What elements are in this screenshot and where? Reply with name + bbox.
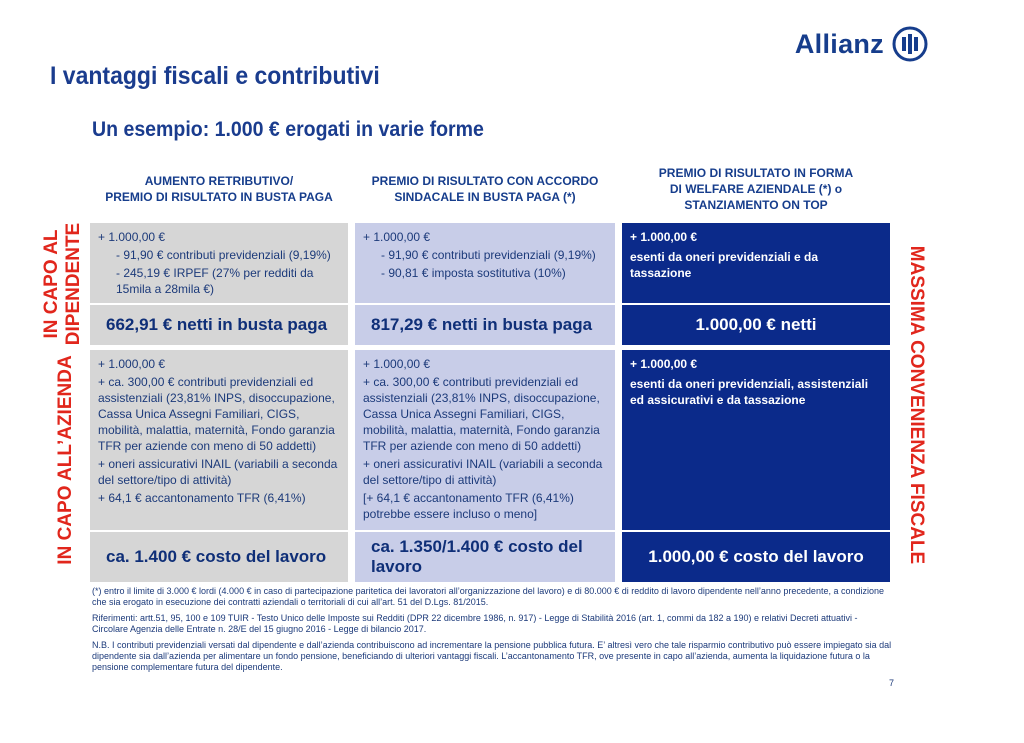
cell-line: + 1.000,00 € [630, 230, 698, 244]
footnote: Riferimenti: artt.51, 95, 100 e 109 TUIR - Testo Unico delle Imposte sui Redditi (DPR 22 dicembre 1986, n. 917) - Legge di Stabilità 2016 (art. 1, commi da 182 a 190) e relativi Decreti attuativi - Circolare Agenzia delle Entrate n. 28/E del 15 giugno 2016 - Legge di bilancio 2017. [92, 613, 858, 634]
total-dipendente-aumento: 662,91 € netti in busta paga [90, 305, 348, 345]
total-azienda-welfare: 1.000,00 € costo del lavoro [622, 532, 890, 582]
subtitle: Un esempio: 1.000 € erogati in varie forme [92, 118, 484, 141]
side-label-massima-convenienza: MASSIMA CONVENIENZA FISCALE [906, 245, 927, 565]
cell-line: - 90,81 € imposta sostitutiva (10%) [381, 266, 566, 280]
page-number: 7 [889, 678, 895, 688]
row-label-dipendente: IN CAPO AL DIPENDENTE [41, 222, 84, 346]
cell-line: - 91,90 € contributi previdenziali (9,19%) [116, 248, 331, 262]
cell-dipendente-premio-accordo [355, 223, 615, 303]
page-title: I vantaggi fiscali e contributivi [50, 62, 380, 90]
cell-line: + 1.000,00 € [98, 230, 166, 244]
cell-line: - 91,90 € contributi previdenziali (9,19%) [381, 248, 596, 262]
cell-line: + oneri assicurativi INAIL (variabili a seconda del settore/tipo di attività) [363, 457, 603, 487]
cell-line: + ca. 300,00 € contributi previdenziali ed assistenziali (23,81% INPS, disoccupazione, Cassa Unica Assegni Familiari, CIGS, mobilità, malattia, maternità, Fondo garanzia TFR per aziende con meno di 50 addetti) [98, 375, 335, 453]
cell-line: + 1.000,00 € [98, 357, 166, 371]
cell-line: + 1.000,00 € [363, 230, 431, 244]
cell-azienda-welfare [622, 350, 890, 530]
cell-line: [+ 64,1 € accantonamento TFR (6,41%) potrebbe essere incluso o meno] [363, 491, 574, 521]
footnotes [92, 586, 892, 678]
cell-line: - 245,19 € IRPEF (27% per redditi da 15mila a 28mila €) [116, 266, 314, 296]
cell-line: + 1.000,00 € [630, 357, 698, 371]
brand [795, 26, 928, 62]
column-header-premio-accordo: PREMIO DI RISULTATO CON ACCORDO SINDACALE IN BUSTA PAGA (*) [371, 174, 599, 204]
total-dipendente-premio-accordo: 817,29 € netti in busta paga [355, 305, 615, 345]
total-azienda-aumento: ca. 1.400 € costo del lavoro [90, 532, 348, 582]
cell-line: + 1.000,00 € [363, 357, 431, 371]
cell-azienda-aumento [90, 350, 348, 530]
cell-dipendente-aumento [90, 223, 348, 303]
footnote: (*) entro il limite di 3.000 € lordi (4.000 € in caso di partecipazione paritetica dei lavoratori all’organizzazione del lavoro) e di 80.000 € di reddito di lavoro dipendente nell’anno precedente, a condizione che sia erogato in esecuzione dei contratti aziendali o territoriali di cui all’art. 51 del D.Lgs. 81/2015. [92, 586, 884, 607]
column-header-aumento: AUMENTO RETRIBUTIVO/ PREMIO DI RISULTATO IN BUSTA PAGA [105, 174, 333, 204]
cell-dipendente-welfare [622, 223, 890, 303]
row-label-azienda: IN CAPO ALL’AZIENDA [55, 355, 76, 565]
footnote: N.B. I contributi previdenziali versati dal dipendente e dall’azienda contribuiscono ad incrementare la pensione pubblica futura. E’ altresì vero che tale risparmio contributivo può essere impiegato sia dal dipendente sia dall’azienda per alimentare un fondo pensione, beneficiando di ulteriori vantaggi fiscali. L’accantonamento TFR, ove presente in capo all’azienda, aumenta la liquidazione futura o la pensione complementare futura del dipendente. [92, 640, 892, 672]
cell-line: esenti da oneri previdenziali, assistenziali ed assicurativi e da tassazione [630, 377, 869, 407]
total-azienda-premio-accordo: ca. 1.350/1.400 € costo del lavoro [355, 532, 615, 582]
column-header-premio-welfare: PREMIO DI RISULTATO IN FORMA DI WELFARE AZIENDALE (*) o STANZIAMENTO ON TOP [658, 166, 854, 212]
cell-line: + oneri assicurativi INAIL (variabili a seconda del settore/tipo di attività) [98, 457, 338, 487]
cell-line: + 64,1 € accantonamento TFR (6,41%) [98, 491, 306, 505]
cell-azienda-premio-accordo [355, 350, 615, 530]
cell-line: + ca. 300,00 € contributi previdenziali ed assistenziali (23,81% INPS, disoccupazione, Cassa Unica Assegni Familiari, CIGS, mobilità, malattia, maternità, Fondo garanzia TFR per aziende con meno di 50 addetti) [363, 375, 600, 453]
brand-name: Allianz [794, 28, 884, 59]
allianz-logo-icon [892, 26, 928, 62]
cell-line: esenti da oneri previdenziali e da tassazione [630, 250, 819, 280]
total-dipendente-welfare: 1.000,00 € netti [622, 305, 890, 345]
